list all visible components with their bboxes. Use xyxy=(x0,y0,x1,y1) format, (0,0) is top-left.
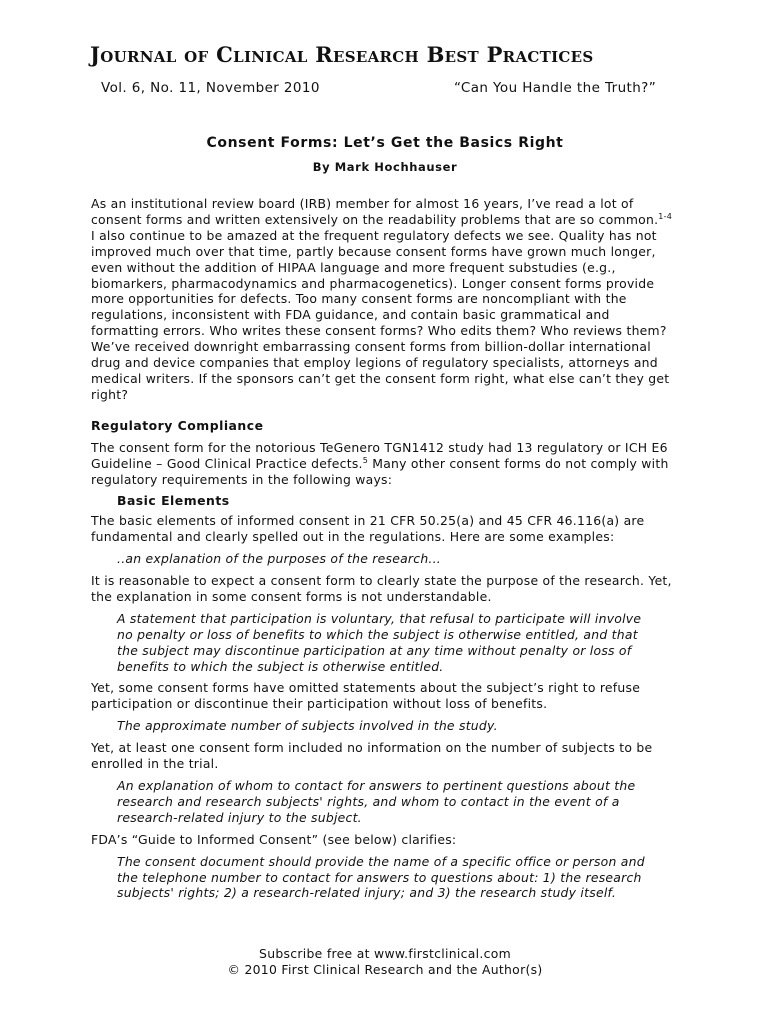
commentary-paragraph: Yet, some consent forms have omitted statements about the subject’s right to refuse participation or discontinue their participation without loss of benefits. xyxy=(91,680,641,712)
section-paragraph xyxy=(91,440,676,488)
article-byline: By Mark Hochhauser xyxy=(312,160,458,174)
citation-sup: 1-4 xyxy=(658,211,673,221)
article-title: Consent Forms: Let’s Get the Basics Right xyxy=(206,135,564,151)
commentary-paragraph: FDA’s “Guide to Informed Consent” (see below) clarifies: xyxy=(91,831,457,847)
section-text-b: Many other consent forms do not comply with regulatory requirements in the following ways: xyxy=(91,455,669,487)
regulation-quote: ..an explanation of the purposes of the research... xyxy=(117,551,441,567)
page-footer xyxy=(0,946,770,978)
issue-tagline: “Can You Handle the Truth?” xyxy=(454,80,657,96)
journal-title: Journal of Clinical Research Best Practices xyxy=(90,42,594,67)
issue-line: Vol. 6, No. 11, November 2010 xyxy=(101,80,320,96)
intro-text-b: I also continue to be amazed at the frequent regulatory defects we see. Quality has not improved much over that time, partly because consent forms have grown much longer, even without the addition of HIPAA language and more frequent substudies (e.g., biomarkers, pharmacodynamics and pharmacogenetics). Longer consent forms provide more opportunities for defects. Too many consent forms are noncompliant with the regulations, inconsistent with FDA guidance, and contain basic grammatical and formatting errors. Who writes these consent forms? Who edits them? Who reviews them? We’ve received downright embarrassing consent forms from billion-dollar international drug and device companies that employ legions of regulatory specialists, attorneys and medical writers. If the sponsors can’t get the consent form right, what else can’t they get right? xyxy=(91,227,670,402)
copyright-line: © 2010 First Clinical Research and the Author(s) xyxy=(227,962,543,977)
subsection-heading: Basic Elements xyxy=(117,493,230,509)
commentary-paragraph: Yet, at least one consent form included no information on the number of subjects to be enrolled in the trial. xyxy=(91,740,653,772)
regulation-quote: The approximate number of subjects involved in the study. xyxy=(117,718,498,734)
regulation-quote: An explanation of whom to contact for answers to pertinent questions about the research and research subjects' rights, and whom to contact in the event of a research-related injury to the subject. xyxy=(117,778,636,825)
section-heading: Regulatory Compliance xyxy=(91,417,264,433)
basic-elements-paragraph: The basic elements of informed consent in 21 CFR 50.25(a) and 45 CFR 46.116(a) are fundamental and clearly spelled out in the regulations. Here are some examples: xyxy=(91,513,645,545)
section-text-a: The consent form for the notorious TeGenero TGN1412 study had 13 regulatory or ICH E6 Guideline – Good Clinical Practice defects. xyxy=(91,439,668,471)
article-body xyxy=(91,196,676,907)
commentary-paragraph: It is reasonable to expect a consent form to clearly state the purpose of the research. Yet, the explanation in some consent forms is not understandable. xyxy=(91,573,672,604)
guidance-quote: The consent document should provide the name of a specific office or person and the telephone number to contact for answers to questions about: 1) the research subjects' rights; 2) a research-related injury; and 3) the research study itself. xyxy=(117,853,645,901)
citation-sup: 5 xyxy=(362,455,369,465)
intro-text-a: As an institutional review board (IRB) member for almost 16 years, I’ve read a lot of consent forms and written extensively on the readability problems that are so common. xyxy=(91,196,659,227)
regulation-quote: A statement that participation is voluntary, that refusal to participate will involve no penalty or loss of benefits to which the subject is otherwise entitled, and that the subject may discontinue participation at any time without penalty or loss of benefits to which the subject is otherwise entitled. xyxy=(117,610,642,674)
intro-paragraph xyxy=(91,196,676,403)
subscribe-line: Subscribe free at www.firstclinical.com xyxy=(259,946,511,961)
